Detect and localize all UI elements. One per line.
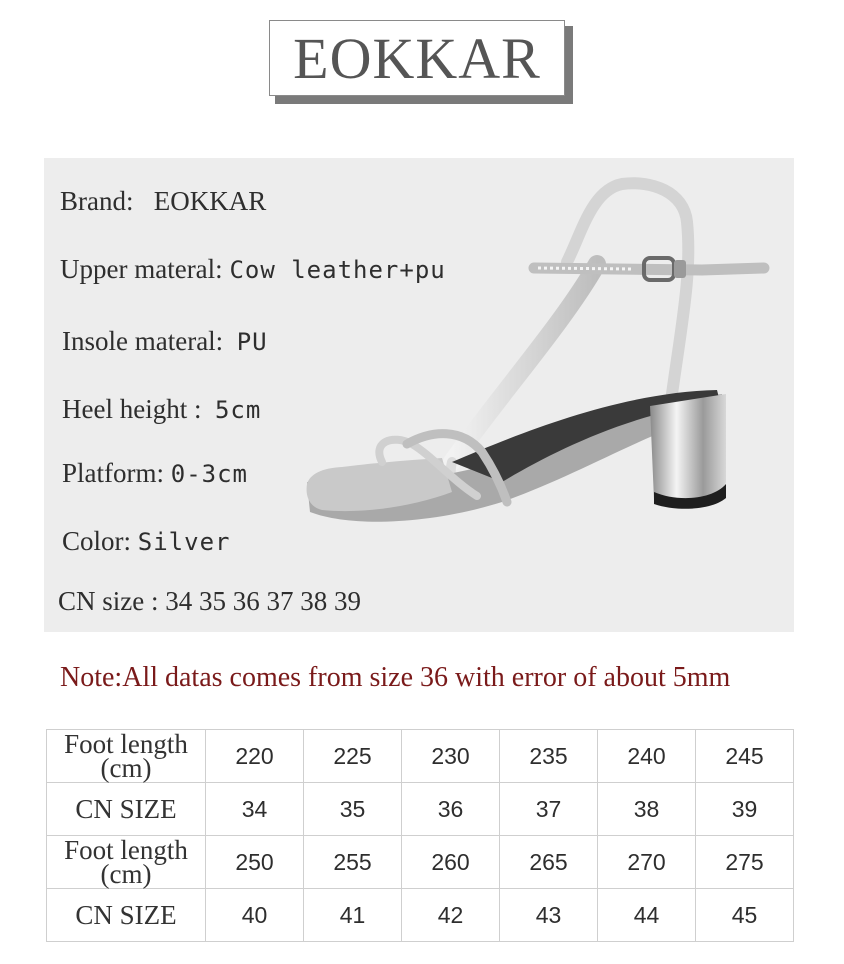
table-row bbox=[47, 836, 794, 889]
table-cell: 260 bbox=[402, 836, 500, 889]
table-cell: 42 bbox=[402, 889, 500, 942]
table-cell: 220 bbox=[206, 730, 304, 783]
spec-cn-size bbox=[58, 586, 361, 617]
table-row-header: Foot length (cm) bbox=[47, 836, 206, 889]
spec-color-label: Color: bbox=[62, 526, 132, 556]
table-cell: 225 bbox=[304, 730, 402, 783]
table-cell: 40 bbox=[206, 889, 304, 942]
brand-logo bbox=[269, 20, 565, 96]
spec-upper-material bbox=[60, 254, 446, 285]
spec-heel-height-label: Heel height : bbox=[62, 394, 202, 424]
spec-insole-material-value: PU bbox=[236, 328, 268, 356]
spec-brand-label: Brand: bbox=[60, 186, 134, 216]
table-cell: 43 bbox=[500, 889, 598, 942]
table-cell: 39 bbox=[696, 783, 794, 836]
table-cell: 250 bbox=[206, 836, 304, 889]
size-table bbox=[46, 729, 794, 942]
table-cell: 255 bbox=[304, 836, 402, 889]
table-cell: 34 bbox=[206, 783, 304, 836]
table-cell: 240 bbox=[598, 730, 696, 783]
spec-platform bbox=[62, 458, 248, 489]
spec-color bbox=[62, 526, 230, 557]
spec-heel-height-value: 5cm bbox=[214, 396, 262, 424]
table-cell: 44 bbox=[598, 889, 696, 942]
spec-heel-height bbox=[62, 394, 261, 425]
table-row-header: CN SIZE bbox=[47, 889, 206, 942]
table-cell: 230 bbox=[402, 730, 500, 783]
table-row bbox=[47, 730, 794, 783]
table-row-header: Foot length (cm) bbox=[47, 730, 206, 783]
table-cell: 36 bbox=[402, 783, 500, 836]
table-row bbox=[47, 783, 794, 836]
brand-logo-text: EOKKAR bbox=[293, 25, 541, 91]
table-cell: 270 bbox=[598, 836, 696, 889]
spec-brand-value: EOKKAR bbox=[153, 186, 267, 216]
spec-insole-material-label: Insole materal: bbox=[62, 326, 224, 356]
table-cell: 38 bbox=[598, 783, 696, 836]
measurement-note: Note:All datas comes from size 36 with error of about 5mm bbox=[60, 662, 731, 693]
table-cell: 35 bbox=[304, 783, 402, 836]
table-cell: 275 bbox=[696, 836, 794, 889]
spec-upper-material-label: Upper materal: bbox=[60, 254, 223, 284]
table-row-header: CN SIZE bbox=[47, 783, 206, 836]
spec-platform-label: Platform: bbox=[62, 458, 164, 488]
spec-platform-value: 0-3cm bbox=[170, 460, 248, 488]
table-row bbox=[47, 889, 794, 942]
spec-cn-size-label: CN size : bbox=[58, 586, 159, 616]
spec-insole-material bbox=[62, 326, 268, 357]
table-cell: 245 bbox=[696, 730, 794, 783]
table-cell: 265 bbox=[500, 836, 598, 889]
sandal-image bbox=[302, 162, 794, 622]
spec-upper-material-value: Cow leather+pu bbox=[229, 256, 446, 284]
spec-panel bbox=[44, 158, 794, 632]
table-cell: 41 bbox=[304, 889, 402, 942]
spec-brand bbox=[60, 186, 266, 217]
table-cell: 37 bbox=[500, 783, 598, 836]
table-cell: 235 bbox=[500, 730, 598, 783]
spec-cn-size-value: 34 35 36 37 38 39 bbox=[165, 586, 361, 616]
table-cell: 45 bbox=[696, 889, 794, 942]
spec-color-value: Silver bbox=[137, 528, 231, 556]
